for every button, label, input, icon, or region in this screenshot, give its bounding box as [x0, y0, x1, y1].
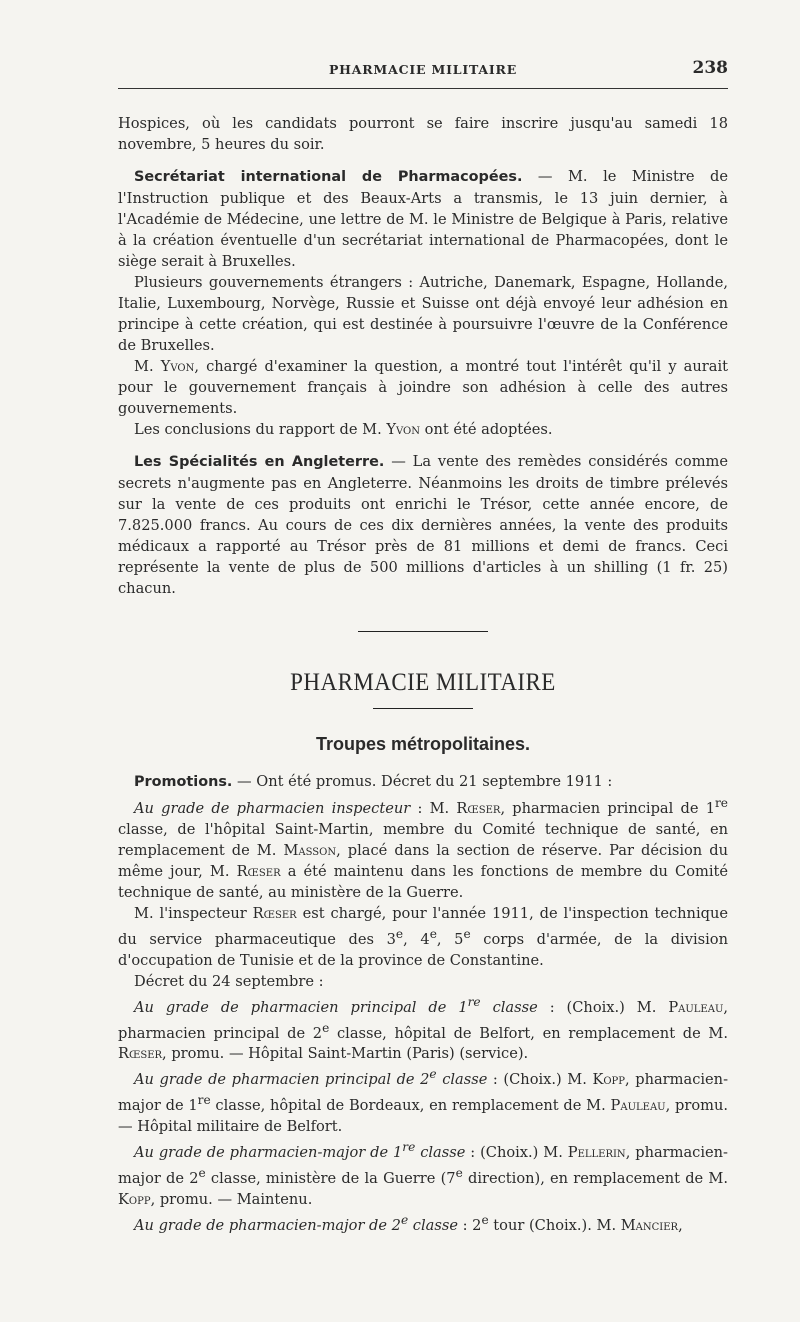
- text-run: : 2: [457, 1216, 482, 1234]
- text-run: , pharmacien principal de 2: [118, 998, 729, 1042]
- text-run: Au grade de pharmacien principal de 1: [134, 998, 468, 1016]
- text-run: : (Choix.) M.: [537, 998, 669, 1016]
- text-run: , pharmacien-major de 2: [118, 1144, 728, 1187]
- text-run: Les conclusions du rapport de M.: [134, 421, 387, 438]
- running-title: PHARMACIE MILITAIRE: [328, 62, 518, 77]
- person-name: Yvon: [160, 358, 195, 375]
- grade-label: Au grade de pharmacien inspecteur: [134, 799, 411, 817]
- text-run: : (Choix.) M.: [465, 1144, 568, 1162]
- text-run: classe: [408, 1216, 458, 1234]
- text-run: , placé dans la section de réserve. Par décision du même jour, M.: [118, 841, 728, 880]
- person-name: Kopp: [118, 1190, 151, 1208]
- text-run: , pharmacien-major de 1: [118, 1071, 728, 1115]
- subsection-title: Troupes métropolitaines.: [315, 734, 531, 754]
- text-run: — Ont été promus. Décret du 21 septembre 1911 :: [232, 773, 613, 790]
- grade-label: [134, 1067, 488, 1089]
- secretariat-paragraph-1: [118, 166, 728, 272]
- text-run: : M.: [410, 799, 457, 817]
- grade-label: [134, 994, 538, 1016]
- ordinal-suffix: re: [715, 796, 729, 810]
- person-name: Masson: [283, 841, 337, 859]
- text-run: , pharmacien principal de 1: [500, 799, 715, 817]
- grade-label: [134, 1140, 466, 1162]
- person-name: Pauleau: [668, 998, 724, 1016]
- text-run: est chargé, pour l'année 1911, de l'inspection technique du service pharmaceutique des 3: [118, 904, 729, 948]
- decret-line: [118, 971, 728, 992]
- person-name: Rœser: [118, 1045, 163, 1063]
- running-head: [118, 58, 728, 89]
- text-run: classe: [415, 1144, 466, 1162]
- ordinal-suffix: re: [402, 1140, 416, 1155]
- intro-text: Hospices, où les candidats pourront se faire inscrire jusqu'au samedi 18 novembre, 5 heures du soir.: [118, 115, 728, 153]
- person-name: Pauleau: [610, 1097, 666, 1115]
- promotions-heading: Promotions.: [134, 774, 233, 790]
- specialites-heading: Les Spécialités en Angleterre.: [134, 454, 385, 470]
- text-run: direction), en remplacement de M.: [462, 1169, 728, 1187]
- ordinal-suffix: e: [429, 1067, 437, 1082]
- ordinal-suffix: e: [481, 1212, 489, 1227]
- secretariat-paragraph-3: [118, 356, 728, 419]
- text-run: corps d'armée, de la division d'occupation de Tunisie et de la province de Constantine.: [118, 930, 728, 969]
- text-run: , 5: [436, 930, 464, 948]
- grade-label: [134, 1212, 458, 1234]
- person-name: Rœser: [456, 799, 501, 817]
- title-underline: [373, 708, 473, 709]
- person-name: Rœser: [252, 904, 297, 922]
- ordinal-suffix: e: [322, 1020, 330, 1035]
- ordinal-suffix: e: [395, 926, 404, 941]
- secretariat-heading: Secrétariat international de Pharmacopées.: [134, 169, 523, 185]
- text-run: Au grade de pharmacien principal de 2: [134, 1071, 430, 1089]
- text-run: : (Choix.) M.: [487, 1071, 593, 1089]
- promotion-entry-major-1: [118, 1137, 728, 1210]
- text-run: , promu. — Maintenu.: [150, 1190, 313, 1208]
- section-divider: [358, 631, 488, 632]
- ordinal-suffix: e: [400, 1212, 409, 1227]
- intro-paragraph: [118, 113, 728, 155]
- text-run: classe: [480, 998, 538, 1016]
- person-name: Rœser: [236, 862, 281, 880]
- text-run: classe: [436, 1071, 488, 1089]
- text-run: , promu. — Hôpital Saint-Martin (Paris) (service).: [162, 1045, 529, 1063]
- secretariat-paragraph-2: [118, 272, 728, 356]
- text-run: Décret du 24 septembre :: [134, 972, 324, 990]
- promotion-entry-inspecteur: [118, 793, 728, 903]
- text-run: a été maintenu dans les fonctions de membre du Comité technique de santé, au ministère de la Guerre.: [118, 862, 728, 901]
- section-title: PHARMACIE MILITAIRE: [290, 669, 556, 696]
- text-run: ,: [678, 1216, 683, 1234]
- text-run: M. l'inspecteur: [134, 904, 253, 922]
- secretariat-paragraph-4: [118, 419, 728, 440]
- ordinal-suffix: e: [463, 926, 471, 941]
- person-name: Mancier: [620, 1216, 679, 1234]
- promotion-entry-inspection: [118, 903, 728, 971]
- ordinal-suffix: e: [429, 926, 437, 941]
- text-run: ont été adoptées.: [420, 421, 553, 438]
- ordinal-suffix: re: [197, 1093, 211, 1108]
- text-run: Au grade de pharmacien-major de 1: [134, 1144, 403, 1162]
- ordinal-suffix: re: [467, 994, 481, 1009]
- text-run: Au grade de pharmacien-major de 2: [134, 1216, 401, 1234]
- text-run: classe, hôpital de Belfort, en remplacement de M.: [329, 1024, 728, 1042]
- text-run: , chargé d'examiner la question, a montré tout l'intérêt qu'il y aurait pour le gouvernement français à joindre son adhésion à celle des autres gouvernements.: [118, 358, 728, 417]
- page-number: 238: [692, 58, 728, 78]
- text-run: M.: [134, 358, 161, 375]
- secretariat-text-2: Plusieurs gouvernements étrangers : Autriche, Danemark, Espagne, Hollande, Italie, Luxembourg, Norvège, Russie et Suisse ont déjà envoyé leur adhésion en principe à cette création, qui est destinée à poursuivre l'œuvre de la Conférence de Bruxelles.: [118, 274, 728, 354]
- promotions-intro: [118, 771, 728, 793]
- person-name: Kopp: [592, 1071, 626, 1089]
- promotion-entry-principal-2: [118, 1064, 728, 1137]
- text-run: classe, hôpital de Bordeaux, en remplacement de M.: [210, 1097, 611, 1115]
- text-run: classe, ministère de la Guerre (7: [205, 1169, 456, 1187]
- text-run: tour (Choix.). M.: [488, 1216, 621, 1234]
- promotion-entry-principal-1: [118, 992, 728, 1065]
- ordinal-suffix: e: [198, 1166, 206, 1181]
- person-name: Yvon: [386, 421, 421, 438]
- page-body: [118, 113, 728, 1236]
- text-run: , 4: [403, 930, 430, 948]
- ordinal-suffix: e: [455, 1166, 463, 1181]
- person-name: Pellerin: [567, 1144, 626, 1162]
- specialites-text: — La vente des remèdes considérés comme secrets n'augmente pas en Angleterre. Néanmoins les droits de timbre prélevés sur la vente de ces produits ont enrichi le Trésor, cette année encore, de 7.825.000 francs. Au cours de ces dix dernières années, la vente des produits médicaux a rapporté au Trésor près de 81 millions et demi de francs. Ceci représente la vente de plus de 500 millions d'articles à un shilling (1 fr. 25) chacun.: [118, 453, 729, 597]
- promotion-entry-major-2: [118, 1210, 728, 1236]
- secretariat-text-1: — M. le Ministre de l'Instruction publique et des Beaux-Arts a transmis, le 13 juin dernier, à l'Académie de Médecine, une lettre de M. le Ministre de Belgique à Paris, relative à la création éventuelle d'un secrétariat international de Pharmacopées, dont le siège serait à Bruxelles.: [118, 168, 728, 270]
- text-run: , promu. — Hôpital militaire de Belfort.: [118, 1097, 728, 1136]
- text-run: classe, de l'hôpital Saint-Martin, membre du Comité technique de santé, en remplacement de M.: [118, 820, 728, 859]
- specialites-paragraph: [118, 451, 728, 599]
